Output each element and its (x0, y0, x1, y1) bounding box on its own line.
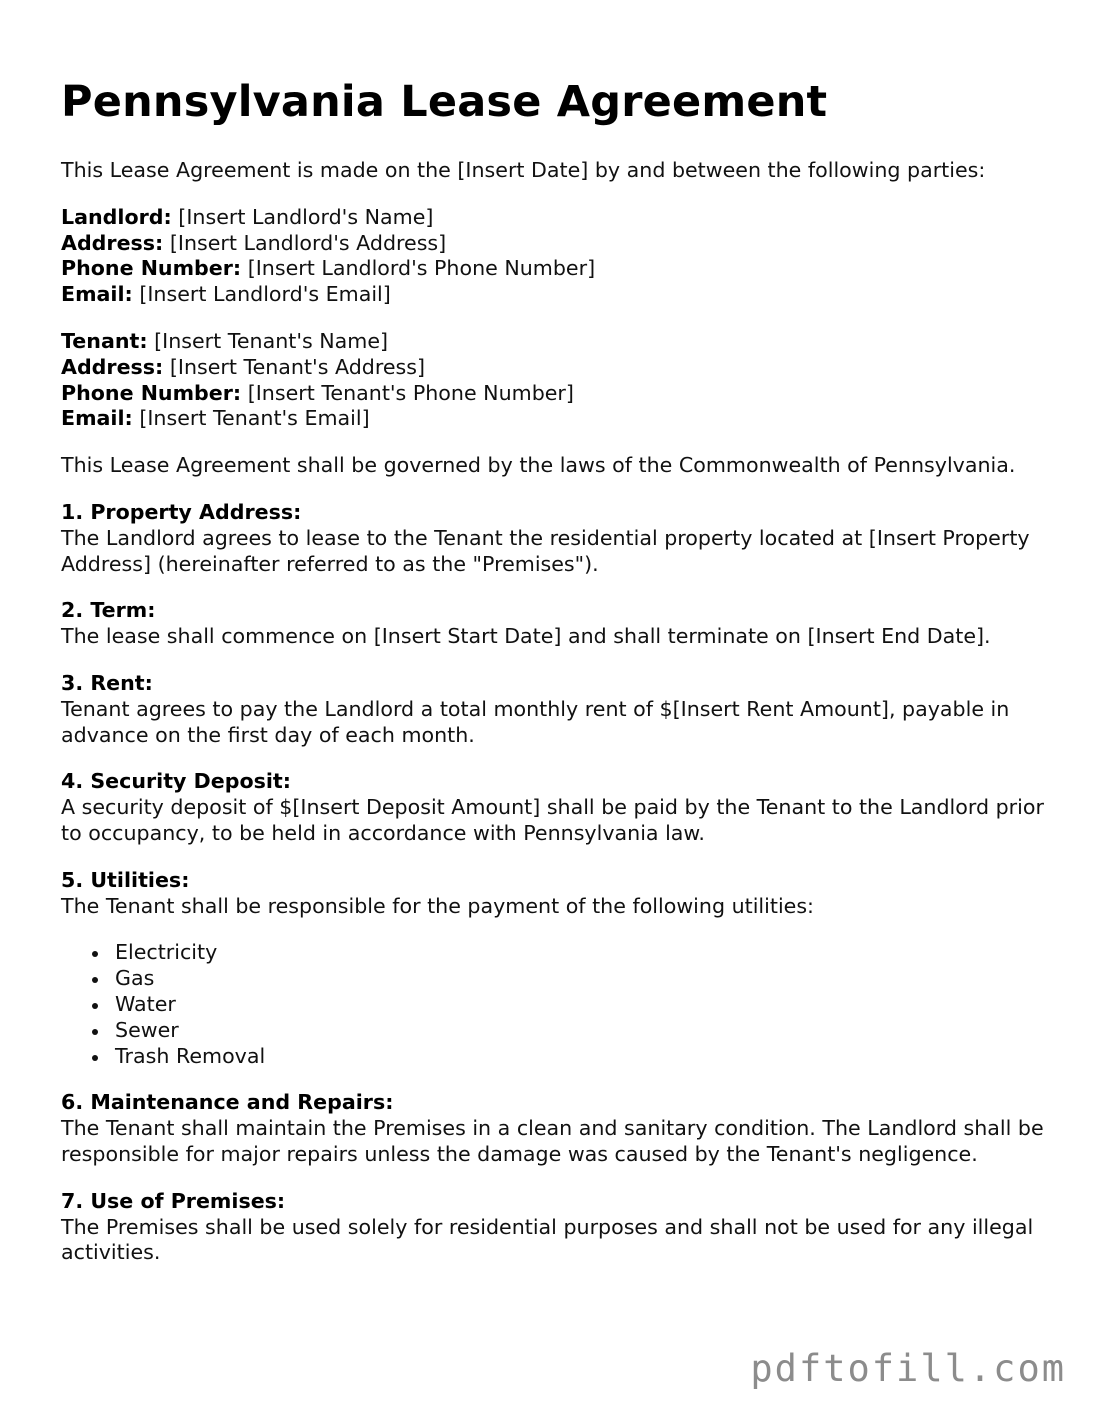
tenant-email-label: Email: (61, 406, 133, 431)
list-item: Trash Removal (115, 1044, 1046, 1070)
document-title: Pennsylvania Lease Agreement (61, 77, 828, 127)
landlord-phone-label: Phone Number: (61, 256, 242, 281)
landlord-name-label: Landlord: (61, 204, 172, 229)
landlord-address-value: [Insert Landlord's Address] (163, 230, 447, 255)
section-text: Tenant agrees to pay the Landlord a total monthly rent of $[Insert Rent Amount], payable in advance on the first day of each month. (61, 696, 1010, 747)
section-text: The Landlord agrees to lease to the Tenant the residential property located at [Insert Property Address] (hereinafter referred to as the "Premises"). (61, 525, 1030, 576)
landlord-address-label: Address: (61, 230, 164, 255)
utilities-list (61, 940, 1046, 1069)
tenant-name-value: [Insert Tenant's Name] (147, 328, 389, 353)
governing-law-paragraph: This Lease Agreement shall be governed by the laws of the Commonwealth of Pennsylvania. (61, 453, 1016, 478)
tenant-name-label: Tenant: (61, 328, 148, 353)
tenant-phone-label: Phone Number: (61, 380, 242, 405)
list-item: Gas (115, 966, 1046, 992)
tenant-block (61, 329, 1046, 432)
section-property-address (61, 500, 1046, 577)
intro-paragraph: This Lease Agreement is made on the [Insert Date] by and between the following parties: (61, 158, 986, 182)
tenant-address-value: [Insert Tenant's Address] (163, 354, 426, 379)
section-title: 4. Security Deposit: (61, 769, 291, 794)
section-text: The Premises shall be used solely for residential purposes and shall not be used for any illegal activities. (61, 1214, 1034, 1265)
tenant-email-value: [Insert Tenant's Email] (132, 406, 370, 431)
document-page (61, 76, 1046, 1266)
section-title: 3. Rent: (61, 670, 153, 695)
landlord-email-value: [Insert Landlord's Email] (132, 282, 391, 307)
list-item: Sewer (115, 1018, 1046, 1044)
section-term (61, 598, 1046, 650)
section-text: The Tenant shall be responsible for the payment of the following utilities: (61, 893, 814, 918)
watermark: pdftofill.com (750, 1347, 1066, 1390)
list-item: Water (115, 992, 1046, 1018)
section-text: A security deposit of $[Insert Deposit Amount] shall be paid by the Tenant to the Landlord prior to occupancy, to be held in accordance with Pennsylvania law. (61, 795, 1044, 845)
section-title: 6. Maintenance and Repairs: (61, 1090, 394, 1115)
landlord-phone-value: [Insert Landlord's Phone Number] (241, 256, 596, 281)
tenant-address-label: Address: (61, 354, 164, 379)
tenant-phone-value: [Insert Tenant's Phone Number] (241, 380, 574, 405)
section-text: The Tenant shall maintain the Premises in a clean and sanitary condition. The Landlord shall be responsible for major repairs unless the damage was caused by the Tenant's negligence. (61, 1116, 1044, 1166)
section-maintenance-repairs (61, 1090, 1046, 1167)
section-text: The lease shall commence on [Insert Start Date] and shall terminate on [Insert End Date]. (61, 624, 991, 649)
section-security-deposit (61, 769, 1046, 846)
section-title: 2. Term: (61, 598, 156, 623)
section-title: 1. Property Address: (61, 499, 302, 524)
section-use-of-premises (61, 1189, 1046, 1266)
section-title: 5. Utilities: (61, 867, 190, 892)
section-rent (61, 671, 1046, 748)
landlord-name-value: [Insert Landlord's Name] (171, 204, 434, 229)
list-item: Electricity (115, 940, 1046, 966)
section-utilities (61, 868, 1046, 920)
landlord-block (61, 205, 1046, 308)
section-title: 7. Use of Premises: (61, 1188, 286, 1213)
landlord-email-label: Email: (61, 282, 133, 307)
